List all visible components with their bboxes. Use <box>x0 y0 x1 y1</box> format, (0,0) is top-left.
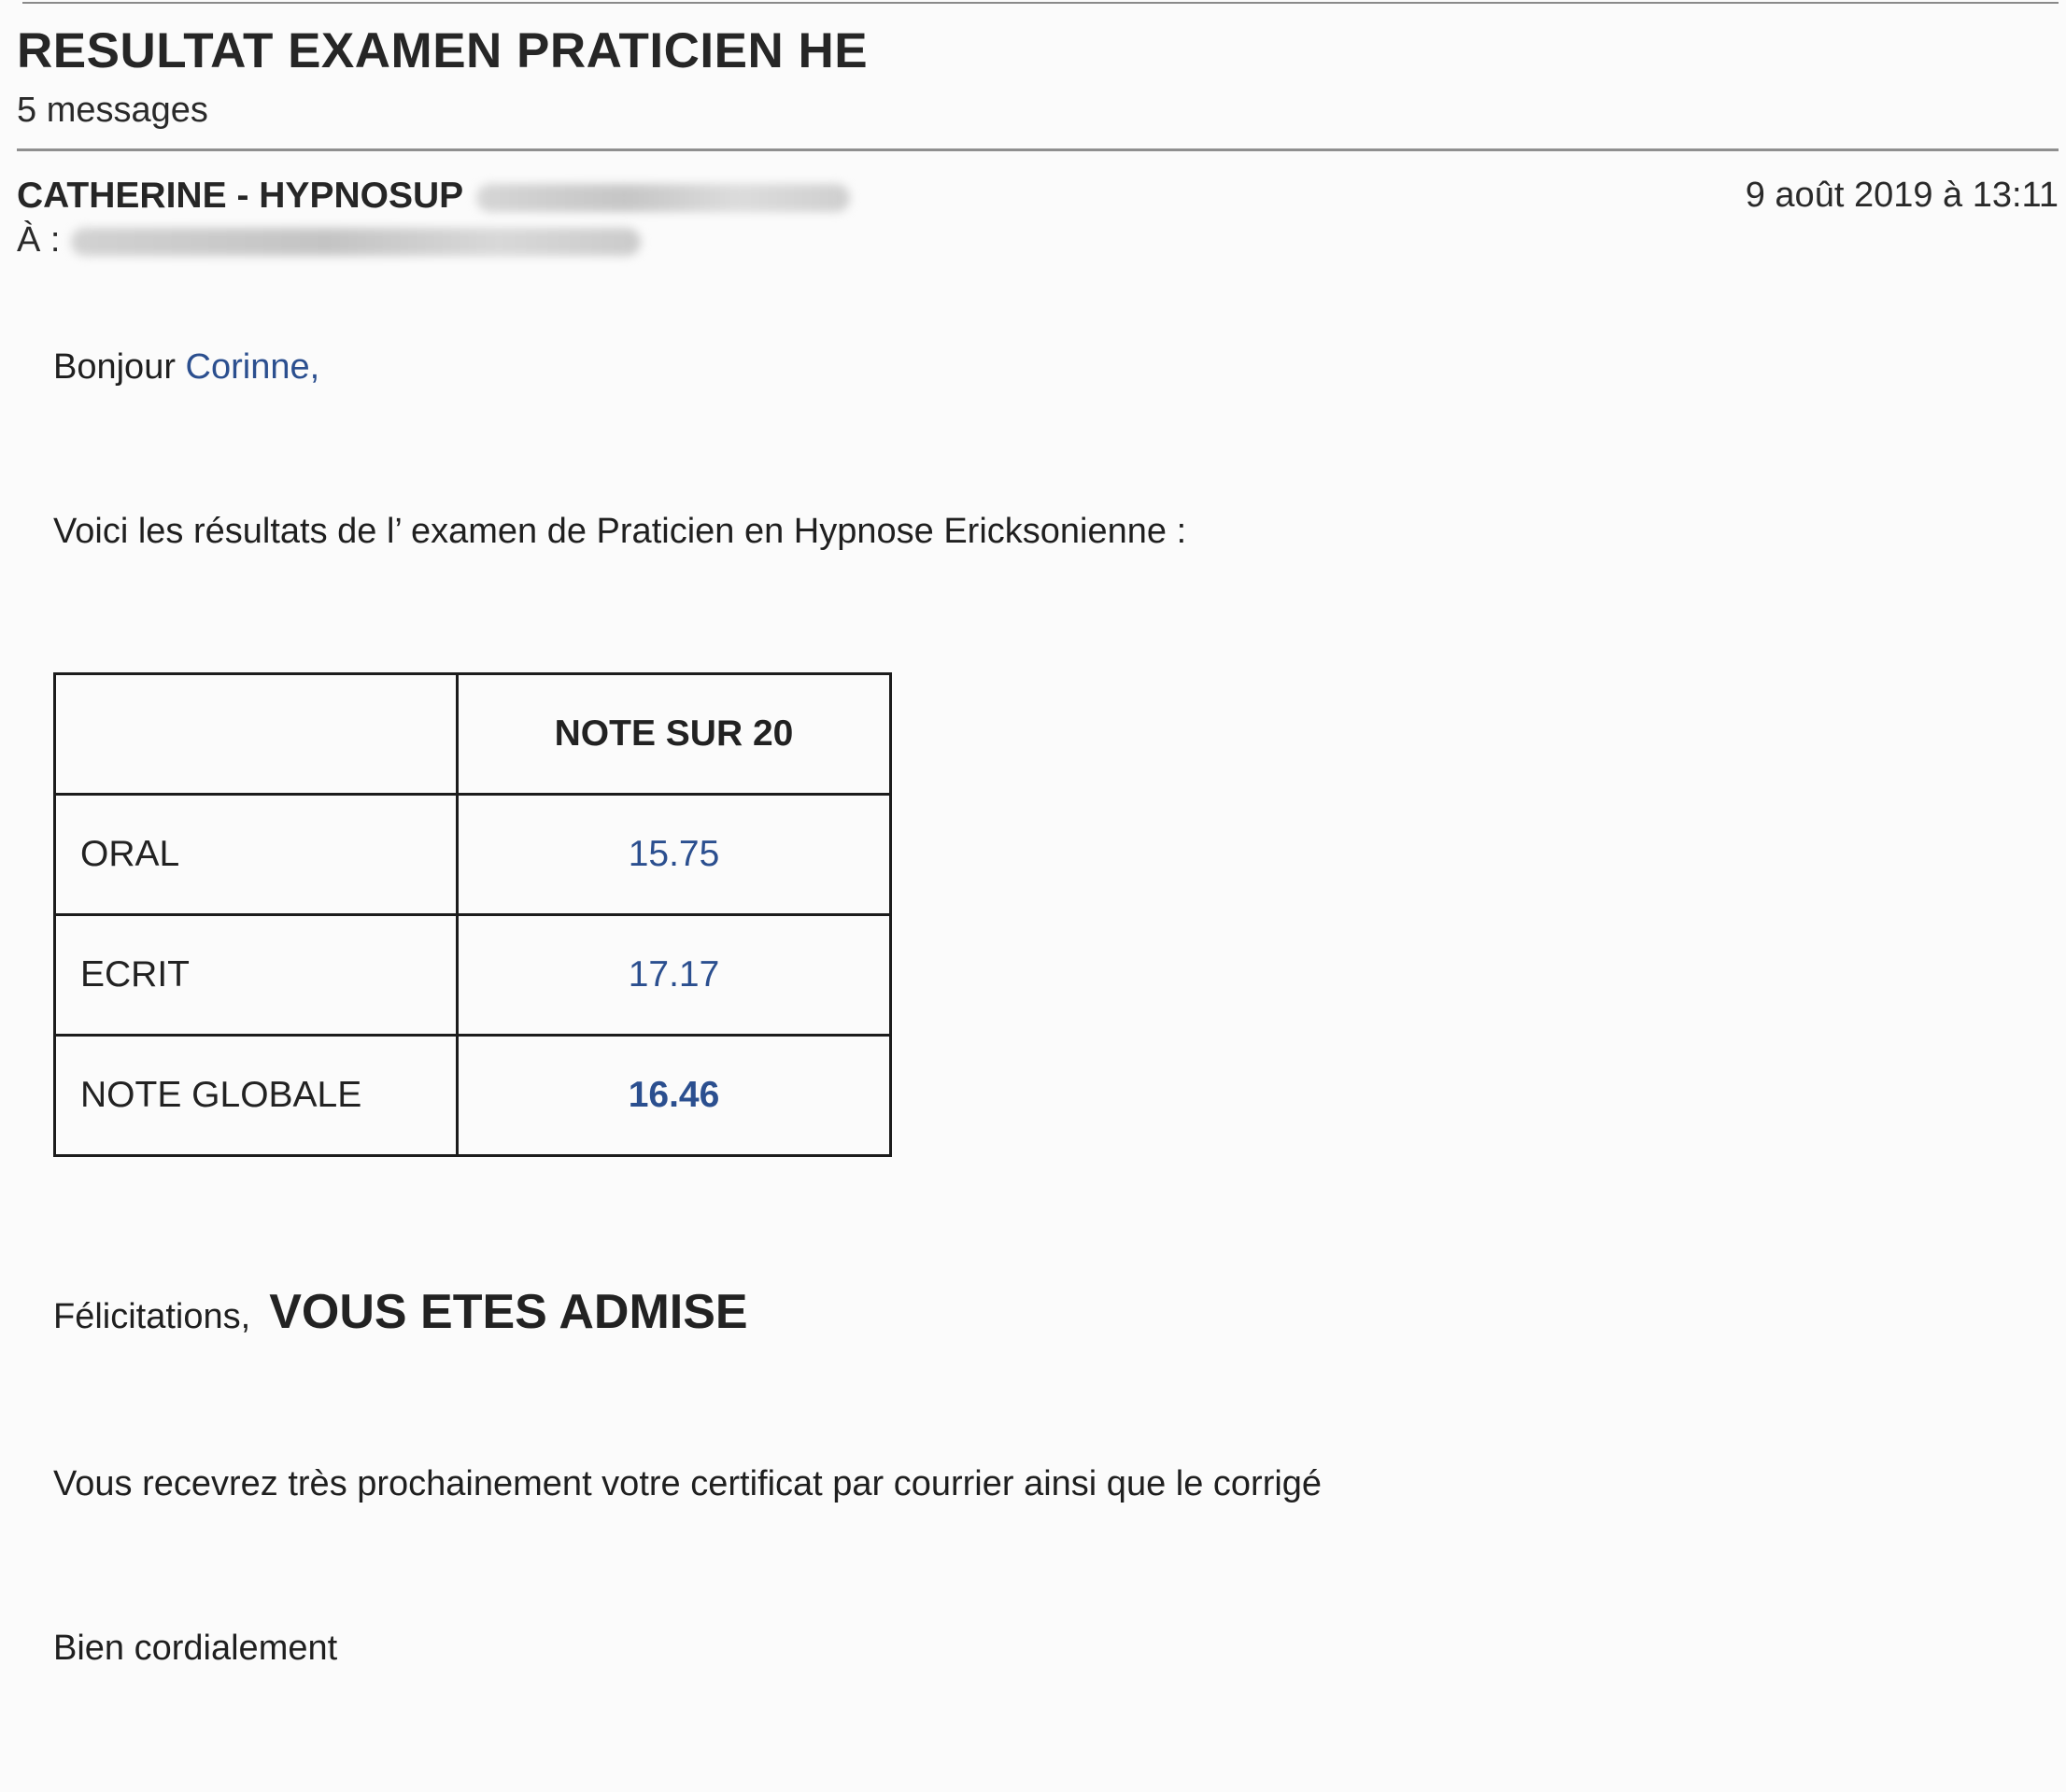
row-value-oral: 15.75 <box>458 795 891 915</box>
results-table <box>53 672 892 1157</box>
recipient-email-redacted <box>71 228 641 256</box>
top-divider <box>22 2 2059 4</box>
recipient-first-name: Corinne <box>185 347 310 387</box>
table-row <box>55 795 891 915</box>
sender-email-redacted <box>476 184 850 212</box>
congrats-prefix: Félicitations, <box>53 1297 251 1336</box>
intro-text: Voici les résultats de l’ examen de Praticien en Hypnose Ericksonienne : <box>53 512 1187 551</box>
congratulations-line <box>53 1284 748 1340</box>
closing-text: Bien cordialement <box>53 1629 338 1668</box>
table-header-empty <box>55 674 458 795</box>
table-header-row <box>55 674 891 795</box>
message-count: 5 messages <box>17 91 208 130</box>
recipient-label: À : <box>17 220 61 260</box>
row-label-ecrit: ECRIT <box>55 915 458 1036</box>
recipient-line <box>17 220 641 261</box>
greeting-prefix: Bonjour <box>53 347 176 387</box>
email-subject: RESULTAT EXAMEN PRATICIEN HE <box>17 23 869 78</box>
table-row <box>55 915 891 1036</box>
row-label-global: NOTE GLOBALE <box>55 1036 458 1156</box>
row-value-ecrit: 17.17 <box>458 915 891 1036</box>
header-divider <box>17 148 2059 151</box>
greeting <box>53 347 319 388</box>
row-label-oral: ORAL <box>55 795 458 915</box>
row-value-global: 16.46 <box>458 1036 891 1156</box>
table-header-score: NOTE SUR 20 <box>458 674 891 795</box>
sender-name: CATHERINE - HYPNOSUP <box>17 176 464 216</box>
admission-status: VOUS ETES ADMISE <box>269 1285 748 1339</box>
sender-line <box>17 176 850 217</box>
table-row <box>55 1036 891 1156</box>
email-date: 9 août 2019 à 13:11 <box>1745 176 2059 215</box>
greeting-comma: , <box>309 347 320 387</box>
followup-text: Vous recevrez très prochainement votre certificat par courrier ainsi que le corrigé <box>53 1464 1323 1503</box>
